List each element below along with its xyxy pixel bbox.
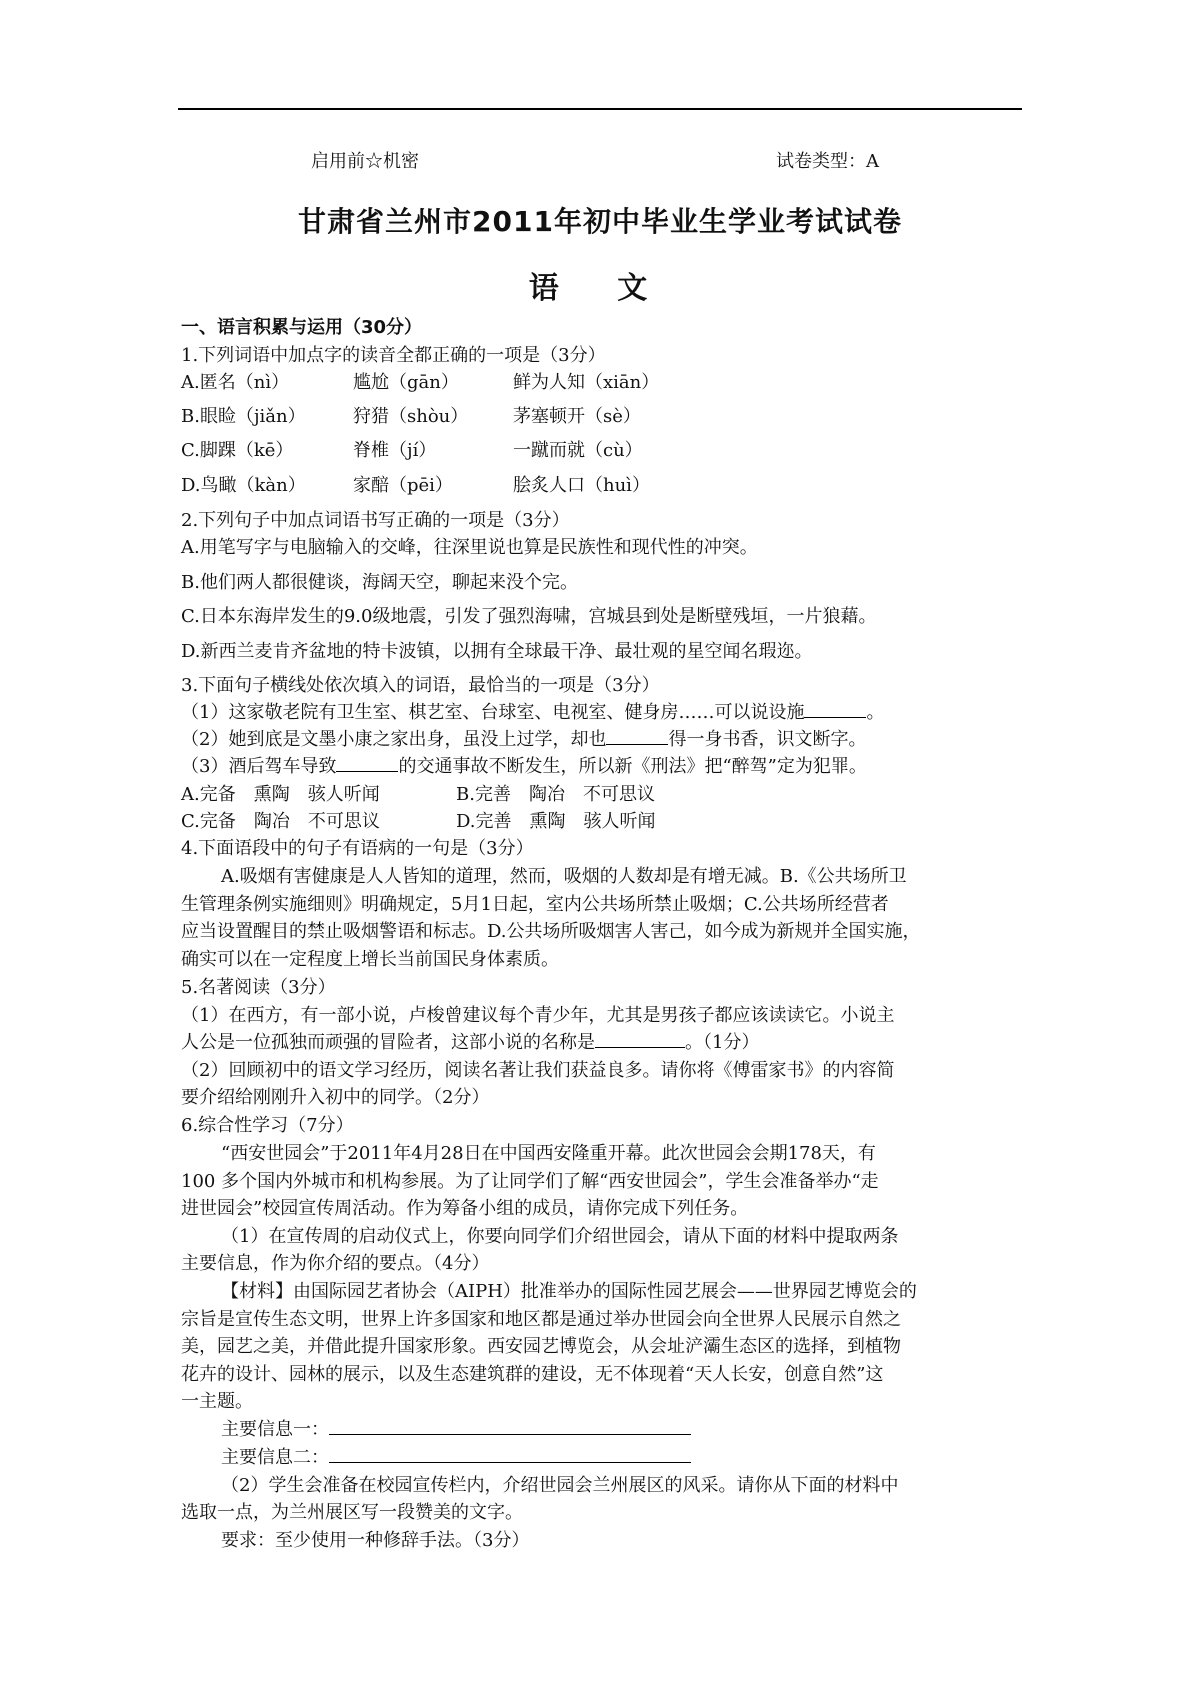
- material-line-2: 宗旨是宣传生态文明，世界上许多国家和地区都是通过举办世园会向全世界人民展示自然之: [181, 1309, 901, 1330]
- material-line-5: 一主题。: [181, 1391, 253, 1412]
- q6-task2-line1: （2）学生会准备在校园宣传栏内，介绍世园会兰州展区的风采。请你从下面的材料中: [221, 1475, 899, 1496]
- q4-stem: 4.下面语段中的句子有语病的一句是（3分）: [181, 838, 534, 859]
- section-heading: 一、语言积累与运用（30分）: [181, 317, 423, 338]
- q5-p1-line1: （1）在西方，有一部小说，卢梭曾建议每个青少年，尤其是男孩子都应该读读它。小说主: [181, 1005, 895, 1026]
- q6-intro-1: “西安世园会”于2011年4月28日在中国西安隆重开幕。此次世园会会期178天，有: [221, 1143, 876, 1164]
- blank-3: [336, 755, 398, 772]
- q1-a-2: 尴尬（gān）: [353, 372, 459, 393]
- paper-type-label: 试卷类型：A: [776, 151, 879, 172]
- q1-a-1: A.匿名（nì）: [181, 372, 290, 393]
- q6-intro-3: 进世园会”校园宣传周活动。作为筹备小组的成员，请你完成下列任务。: [181, 1198, 749, 1219]
- q3-sentence-1: （1）这家敬老院有卫生室、棋艺室、台球室、电视室、健身房……可以说设施 。: [181, 702, 885, 723]
- q2-stem: 2.下列句子中加点词语书写正确的一项是（3分）: [181, 510, 570, 531]
- q1-stem: 1.下列词语中加点字的读音全都正确的一项是（3分）: [181, 345, 606, 366]
- q2-option-c: C.日本东海岸发生的9.0级地震，引发了强烈海啸，宫城县到处是断壁残垣，一片狼藉。: [181, 606, 877, 627]
- q1-c-2: 脊椎（jí）: [353, 440, 437, 461]
- q6-requirement: 要求：至少使用一种修辞手法。（3分）: [221, 1530, 530, 1551]
- q3-sentence-2: （2）她到底是文墨小康之家出身，虽没上过学，却也 得一身书香，识文断字。: [181, 729, 867, 750]
- q6-stem: 6.综合性学习（7分）: [181, 1115, 354, 1136]
- q3-option-b: B.完善 陶冶 不可思议: [456, 784, 655, 805]
- q6-task1-line2: 主要信息，作为你介绍的要点。（4分）: [181, 1253, 490, 1274]
- q4-line-4: 确实可以在一定程度上增长当前国民身体素质。: [181, 949, 559, 970]
- q3-option-c: C.完备 陶冶 不可思议: [181, 811, 380, 832]
- material-line-3: 美，园艺之美，并借此提升国家形象。西安园艺博览会，从会址浐灞生态区的选择，到植物: [181, 1336, 901, 1357]
- q2-option-a: A.用笔写字与电脑输入的交峰，往深里说也算是民族性和现代性的冲突。: [181, 537, 758, 558]
- q5-stem: 5.名著阅读（3分）: [181, 977, 336, 998]
- q1-b-1: B.眼睑（jiǎn）: [181, 406, 306, 427]
- material-line-1: 【材料】由国际园艺者协会（AIPH）批准举办的国际性园艺展会——世界园艺博览会的: [221, 1281, 917, 1302]
- q5-p2-line2: 要介绍给刚刚升入初中的同学。（2分）: [181, 1087, 490, 1108]
- q1-b-2: 狩猎（shòu）: [353, 406, 469, 427]
- q3-stem: 3.下面句子横线处依次填入的词语，最恰当的一项是（3分）: [181, 675, 660, 696]
- q1-d-3: 脍炙人口（huì）: [513, 475, 650, 496]
- q4-line-1: A.吸烟有害健康是人人皆知的道理，然而，吸烟的人数却是有增无减。B.《公共场所卫: [221, 866, 907, 887]
- q3-option-a: A.完备 熏陶 骇人听闻: [181, 784, 380, 805]
- blank-2: [606, 728, 668, 745]
- q3-sentence-3: （3）酒后驾车导致 的交通事故不断发生，所以新《刑法》把“醉驾”定为犯罪。: [181, 756, 867, 777]
- q6-task1-line1: （1）在宣传周的启动仪式上，你要向同学们介绍世园会，请从下面的材料中提取两条: [221, 1226, 899, 1247]
- main-info-2-blank: [329, 1446, 691, 1463]
- q1-c-1: C.脚踝（kē）: [181, 440, 294, 461]
- q4-line-3: 应当设置醒目的禁止吸烟警语和标志。D.公共场所吸烟害人害己，如今成为新规并全国实施，: [181, 921, 921, 942]
- q1-d-2: 家醅（pēi）: [353, 475, 453, 496]
- main-info-1-blank: [329, 1418, 691, 1435]
- q4-line-2: 生管理条例实施细则》明确规定，5月1日起，室内公共场所禁止吸烟；C.公共场所经营者: [181, 894, 889, 915]
- q5-p1-line2: 人公是一位孤独而顽强的冒险者，这部小说的名称是 。（1分）: [181, 1032, 760, 1053]
- q1-c-3: 一蹴而就（cù）: [513, 440, 643, 461]
- main-info-2: 主要信息二：: [221, 1443, 691, 1469]
- novel-name-blank: [595, 1031, 685, 1048]
- main-info-1: 主要信息一：: [221, 1415, 691, 1441]
- q5-p2-line1: （2）回顾初中的语文学习经历，阅读名著让我们获益良多。请你将《傅雷家书》的内容简: [181, 1060, 895, 1081]
- subject-title: 语 文: [528, 271, 672, 306]
- q1-d-1: D.鸟瞰（kàn）: [181, 475, 306, 496]
- q2-option-d: D.新西兰麦肯齐盆地的特卡波镇，以拥有全球最干净、最壮观的星空闻名瑕迩。: [181, 641, 813, 662]
- q1-a-3: 鲜为人知（xiān）: [513, 372, 660, 393]
- q6-intro-2: 100 多个国内外城市和机构参展。为了让同学们了解“西安世园会”，学生会准备举办“走: [181, 1171, 879, 1192]
- q1-b-3: 茅塞顿开（sè）: [513, 406, 641, 427]
- material-line-4: 花卉的设计、园林的展示，以及生态建筑群的建设，无不体现着“天人长安，创意自然”这: [181, 1364, 884, 1385]
- confidential-label: 启用前☆机密: [311, 151, 419, 172]
- q3-option-d: D.完善 熏陶 骇人听闻: [456, 811, 656, 832]
- top-rule: [178, 108, 1022, 110]
- q6-task2-line2: 选取一点，为兰州展区写一段赞美的文字。: [181, 1502, 523, 1523]
- blank-1: [804, 701, 866, 718]
- page-title: 甘肃省兰州市2011年初中毕业生学业考试试卷: [298, 205, 902, 238]
- q2-option-b: B.他们两人都很健谈，海阔天空，聊起来没个完。: [181, 572, 578, 593]
